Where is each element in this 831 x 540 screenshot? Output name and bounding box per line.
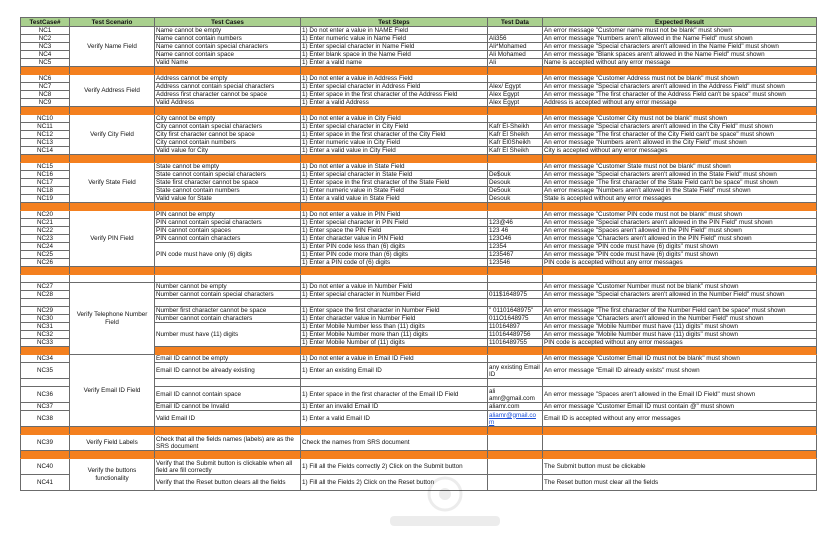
case-id: NC35	[21, 363, 70, 379]
section-divider	[21, 267, 817, 275]
test-data: " 01101648975"	[488, 307, 543, 315]
case-id: NC24	[21, 243, 70, 251]
test-data: Desouk	[488, 195, 543, 203]
test-steps: 1) Do not enter a value in NAME Field	[301, 27, 488, 35]
test-case: Verify that the Submit button is clickable when all field are fill correctly	[155, 459, 301, 475]
expected-result: An error message "Special characters aren't allowed in the City Field" must shown	[543, 123, 817, 131]
case-id: NC27	[21, 283, 70, 291]
case-id: NC36	[21, 387, 70, 403]
case-id: NC30	[21, 315, 70, 323]
test-case: Number cannot contain special characters	[155, 291, 301, 299]
case-id: NC1	[21, 27, 70, 35]
test-steps: 1) Enter numeric value in City Field	[301, 139, 488, 147]
case-id: NC22	[21, 227, 70, 235]
test-steps: 1) Do not enter a value in City Field	[301, 115, 488, 123]
test-data: aliamr.com	[488, 403, 543, 411]
expected-result: Email ID is accepted without any error messages	[543, 411, 817, 427]
test-steps: 1) Enter space in the first character of the Email ID Field	[301, 387, 488, 403]
header-scenario: Test Scenario	[70, 18, 155, 27]
test-data	[488, 75, 543, 83]
table-row	[21, 75, 817, 83]
scenario-cell: Verify City Field	[70, 115, 155, 155]
test-case: Address cannot be empty	[155, 75, 301, 83]
scenario-cell: Verify Field Labels	[70, 435, 155, 451]
test-data: 110164489756	[488, 331, 543, 339]
test-steps: 1) Enter a PIN code of (6) digits	[301, 259, 488, 267]
test-data: 123 46	[488, 227, 543, 235]
test-data	[488, 475, 543, 491]
test-data	[488, 435, 543, 451]
expected-result: An error message "Customer Address must not be blank" must shown	[543, 75, 817, 83]
test-data: Ali356	[488, 35, 543, 43]
test-case: Check that all the fields names (labels) are as the SRS document	[155, 435, 301, 451]
header-testcase: TestCase#	[21, 18, 70, 27]
test-case: PIN cannot be empty	[155, 211, 301, 219]
test-data: ali amr@gmail.com	[488, 387, 543, 403]
test-case: State cannot contain special characters	[155, 171, 301, 179]
test-steps: 1) Enter blank space in the Name Field	[301, 51, 488, 59]
header-row	[21, 18, 817, 27]
test-data: 12354	[488, 243, 543, 251]
section-divider	[21, 427, 817, 435]
test-steps: 1) Do not enter a value in Address Field	[301, 75, 488, 83]
test-data: Kafr El Sheikh	[488, 147, 543, 155]
table-row	[21, 355, 817, 363]
scenario-cell: Verify Address Field	[70, 75, 155, 107]
test-steps: 1) Enter a valid value in City Field	[301, 147, 488, 155]
case-id: NC15	[21, 163, 70, 171]
case-id: NC20	[21, 211, 70, 219]
case-id: NC37	[21, 403, 70, 411]
expected-result: An error message "Customer City must not be blank" must shown	[543, 115, 817, 123]
expected-result: An error message "The first character of the State Field can't be space" must shown	[543, 179, 817, 187]
test-steps: 1) Do not enter a value in Email ID Field	[301, 355, 488, 363]
case-id: NC26	[21, 259, 70, 267]
expected-result: Name is accepted without any error message	[543, 59, 817, 67]
table-row	[21, 115, 817, 123]
expected-result: An error message "Email ID already exists" must shown	[543, 363, 817, 379]
case-id: NC10	[21, 115, 70, 123]
case-id: NC21	[21, 219, 70, 227]
test-steps: 1) Enter a valid Email ID	[301, 411, 488, 427]
test-case: Name cannot be empty	[155, 27, 301, 35]
test-case: Number cannot be empty	[155, 283, 301, 291]
test-steps: 1) Enter space in the first character of the City Field	[301, 131, 488, 139]
test-case: Email ID cannot contain space	[155, 387, 301, 403]
test-steps: 1) Enter an existing Email ID	[301, 363, 488, 379]
test-data: 123@46	[488, 219, 543, 227]
test-case: State cannot contain numbers	[155, 187, 301, 195]
expected-result: An error message "Spaces aren't allowed in the Email ID Field" must shown	[543, 387, 817, 403]
expected-result: The Reset button must clear all the fields	[543, 475, 817, 491]
test-data	[488, 283, 543, 291]
test-data	[488, 115, 543, 123]
header-data: Test Data	[488, 18, 543, 27]
expected-result: An error message "PIN code must have (6) digits" must shown	[543, 243, 817, 251]
expected-result: An error message "Numbers aren't allowed in the State Field" must shown	[543, 187, 817, 195]
table-row	[21, 283, 817, 291]
case-id: NC16	[21, 171, 70, 179]
expected-result: An error message "Special characters aren't allowed in the PIN Field" must shown	[543, 219, 817, 227]
case-id: NC14	[21, 147, 70, 155]
expected-result: An error message "Mobile Number must have (11) digits" must shown	[543, 331, 817, 339]
test-data: Kafr El Sheikh	[488, 131, 543, 139]
test-data: Alex Egypt	[488, 91, 543, 99]
blank-row	[21, 275, 817, 283]
case-id: NC33	[21, 339, 70, 347]
test-data: any existing Email ID	[488, 363, 543, 379]
test-case: Valid Address	[155, 99, 301, 107]
test-data	[488, 459, 543, 475]
expected-result: An error message "The first character of the City Field can't be space" must shown	[543, 131, 817, 139]
expected-result: An error message "The first character of the Address Field can't be space" must shown	[543, 91, 817, 99]
expected-result: An error message "Special characters aren't allowed in the State Field" must shown	[543, 171, 817, 179]
test-data: Kafr El0Sheikh	[488, 139, 543, 147]
case-id: NC19	[21, 195, 70, 203]
test-case: Valid value for City	[155, 147, 301, 155]
expected-result: An error message "Mobile Number must have (11) digits" must shown	[543, 323, 817, 331]
test-case: City cannot contain special characters	[155, 123, 301, 131]
expected-result: An error message "PIN code must have (6) digits" must shown	[543, 251, 817, 259]
test-data: 11016489755	[488, 339, 543, 347]
case-id: NC9	[21, 99, 70, 107]
expected-result: PIN code is accepted without any error messages	[543, 339, 817, 347]
test-data: Alex Egypt	[488, 99, 543, 107]
header-result: Expected Result	[543, 18, 817, 27]
test-steps: 1) Do not enter a value in State Field	[301, 163, 488, 171]
case-id: NC25	[21, 251, 70, 259]
test-data: De$ouk	[488, 171, 543, 179]
case-id: NC32	[21, 331, 70, 339]
test-steps: 1) Enter an invalid Email ID	[301, 403, 488, 411]
test-steps: 1) Enter numeric value in State Field	[301, 187, 488, 195]
test-case: Address cannot contain special characters	[155, 83, 301, 91]
test-data: 123546	[488, 259, 543, 267]
test-steps: 1) Enter space the first character in Number Field	[301, 307, 488, 315]
test-steps: 1) Enter space in the first character of the Address Field	[301, 91, 488, 99]
test-steps: 1) Do not enter a value in PIN Field	[301, 211, 488, 219]
case-id: NC29	[21, 307, 70, 315]
test-steps: 1) Enter special character in Name Field	[301, 43, 488, 51]
section-divider	[21, 67, 817, 75]
test-steps: 1) Enter special character in Address Field	[301, 83, 488, 91]
test-case: Number cannot contain characters	[155, 315, 301, 323]
test-steps: 1) Fill all the Fields correctly 2) Click on the Submit button	[301, 459, 488, 475]
expected-result: An error message "Spaces aren't allowed in the PIN Field" must shown	[543, 227, 817, 235]
test-steps: 1) Enter a valid name	[301, 59, 488, 67]
test-steps: 1) Do not enter a value in Number Field	[301, 283, 488, 291]
test-steps: 1) Fill all the Fields 2) Click on the Reset button	[301, 475, 488, 491]
test-data: 110164897	[488, 323, 543, 331]
section-divider	[21, 451, 817, 459]
test-steps: 1) Enter a valid value in State Field	[301, 195, 488, 203]
table-row	[21, 27, 817, 35]
expected-result: An error message "Numbers aren't allowed in the City Field" must shown	[543, 139, 817, 147]
expected-result: An error message "Special characters aren't allowed in the Name Field" must shown	[543, 43, 817, 51]
test-case: Valid value for State	[155, 195, 301, 203]
case-id: NC11	[21, 123, 70, 131]
scenario-cell: Verify the buttons functionality	[70, 459, 155, 491]
expected-result: An error message "Special characters aren't allowed in the Address Field" must shown	[543, 83, 817, 91]
test-data: Desouk	[488, 179, 543, 187]
test-data	[488, 163, 543, 171]
test-case: City cannot be empty	[155, 115, 301, 123]
test-data: 011$1648975	[488, 291, 543, 299]
test-case: State first character cannot be space	[155, 179, 301, 187]
test-data: 011O1648975	[488, 315, 543, 323]
test-case: Valid Email ID	[155, 411, 301, 427]
test-case: City cannot contain numbers	[155, 139, 301, 147]
test-cases-table	[20, 17, 817, 491]
test-data: 123O46	[488, 235, 543, 243]
test-case: Name cannot contain numbers	[155, 35, 301, 43]
test-steps: 1) Enter a valid Address	[301, 99, 488, 107]
test-steps: Check the names from SRS document	[301, 435, 488, 451]
case-id: NC31	[21, 323, 70, 331]
scenario-cell: Verify State Field	[70, 163, 155, 203]
test-steps: 1) Enter character value in Number Field	[301, 315, 488, 323]
expected-result: An error message "Customer State must not be blank" must shown	[543, 163, 817, 171]
case-id: NC8	[21, 91, 70, 99]
test-case: Email ID cannot be empty	[155, 355, 301, 363]
table-row	[21, 211, 817, 219]
case-id: NC12	[21, 131, 70, 139]
scenario-cell: Verify Name Field	[70, 27, 155, 67]
case-id: NC18	[21, 187, 70, 195]
test-case: Number first character cannot be space	[155, 307, 301, 315]
expected-result: State is accepted without any error messages	[543, 195, 817, 203]
test-case: PIN code must have only (6) digits	[155, 243, 301, 267]
test-case: PIN cannot contain special characters	[155, 219, 301, 227]
section-divider	[21, 155, 817, 163]
expected-result: Address is accepted without any error message	[543, 99, 817, 107]
case-id: NC7	[21, 83, 70, 91]
expected-result: PIN code is accepted without any error messages	[543, 259, 817, 267]
test-data: De5ouk	[488, 187, 543, 195]
expected-result: City is accepted without any error messages	[543, 147, 817, 155]
test-data	[488, 355, 543, 363]
table-row	[21, 163, 817, 171]
section-divider	[21, 203, 817, 211]
test-data: Ali Mohamed	[488, 51, 543, 59]
test-data: Alex/ Egypt	[488, 83, 543, 91]
expected-result: An error message "Customer Number must not be blank" must shown	[543, 283, 817, 291]
case-id: NC40	[21, 459, 70, 475]
test-case: PIN cannot contain characters	[155, 235, 301, 243]
test-case: Name cannot contain special characters	[155, 43, 301, 51]
case-id: NC5	[21, 59, 70, 67]
test-steps: 1) Enter Mobile Number less than (11) digits	[301, 323, 488, 331]
test-steps: 1) Enter character value in PIN Field	[301, 235, 488, 243]
expected-result: An error message "Customer PIN code must not be blank" must shown	[543, 211, 817, 219]
expected-result: An error message "Blank spaces aren't allowed in the Name Field" must shown	[543, 51, 817, 59]
expected-result: An error message "Characters aren't allowed in the Number Field" must shown	[543, 315, 817, 323]
test-steps: 1) Enter special character in PIN Field	[301, 219, 488, 227]
table-row	[21, 435, 817, 451]
expected-result: An error message "Characters aren't allowed in the PIN Field" must shown	[543, 235, 817, 243]
case-id: NC17	[21, 179, 70, 187]
header-cases: Test Cases	[155, 18, 301, 27]
expected-result: An error message "Customer Email ID must not be blank" must shown	[543, 355, 817, 363]
test-data: Ali	[488, 59, 543, 67]
case-id: NC2	[21, 35, 70, 43]
case-id: NC41	[21, 475, 70, 491]
test-case: PIN cannot contain spaces	[155, 227, 301, 235]
test-steps: 1) Enter space the PIN Field	[301, 227, 488, 235]
test-steps: 1) Enter special character in Number Field	[301, 291, 488, 299]
test-data: 1235467	[488, 251, 543, 259]
test-case: Valid Name	[155, 59, 301, 67]
test-data: Kafr El-Sheikh	[488, 123, 543, 131]
test-case: State cannot be empty	[155, 163, 301, 171]
test-steps: 1) Enter space in the first character of the State Field	[301, 179, 488, 187]
expected-result: An error message "Numbers aren't allowed in the Name Field" must shown	[543, 35, 817, 43]
case-id: NC4	[21, 51, 70, 59]
header-steps: Test Steps	[301, 18, 488, 27]
case-id: NC28	[21, 291, 70, 299]
test-data	[488, 27, 543, 35]
expected-result: An error message "Customer name must not be blank" must shown	[543, 27, 817, 35]
test-case: Number must have (11) digits	[155, 323, 301, 347]
case-id: NC23	[21, 235, 70, 243]
case-id: NC13	[21, 139, 70, 147]
expected-result	[543, 435, 817, 451]
test-data: Ali*Mohamed	[488, 43, 543, 51]
test-steps: 1) Enter special character in City Field	[301, 123, 488, 131]
test-steps: 1) Enter PIN code more than (6) digits	[301, 251, 488, 259]
email-link[interactable]: aliamr@gmail.com	[488, 411, 543, 427]
expected-result: An error message "Customer Email ID must contain @" must shown	[543, 403, 817, 411]
case-id: NC38	[21, 411, 70, 427]
scenario-cell: Verify PIN Field	[70, 211, 155, 267]
scenario-cell: Verify Email ID Field	[70, 355, 155, 427]
scenario-cell: Verify Telephone Number Field	[70, 283, 155, 355]
case-id: NC6	[21, 75, 70, 83]
expected-result: An error message "The first character of the Number Field can't be space" must shown	[543, 307, 817, 315]
case-id: NC39	[21, 435, 70, 451]
case-id: NC3	[21, 43, 70, 51]
test-steps: 1) Enter PIN code less than (6) digits	[301, 243, 488, 251]
test-steps: 1) Enter Mobile Number of (11) digits	[301, 339, 488, 347]
test-case: City first character cannot be space	[155, 131, 301, 139]
expected-result: The Submit button must be clickable	[543, 459, 817, 475]
test-case: Address first character cannot be space	[155, 91, 301, 99]
test-case: Verify that the Reset button clears all the fields	[155, 475, 301, 491]
test-steps: 1) Enter special character in State Field	[301, 171, 488, 179]
test-data	[488, 211, 543, 219]
test-steps: 1) Enter numeric value in Name Field	[301, 35, 488, 43]
test-case: Email ID cannot be Invalid	[155, 403, 301, 411]
section-divider	[21, 107, 817, 115]
case-id: NC34	[21, 355, 70, 363]
test-steps: 1) Enter Mobile Number more than (11) digits	[301, 331, 488, 339]
expected-result: An error message "Special characters aren't allowed in the Number Field" must shown	[543, 291, 817, 299]
test-case: Email ID cannot be already existing	[155, 363, 301, 379]
test-case: Name cannot contain space	[155, 51, 301, 59]
table-row	[21, 459, 817, 475]
